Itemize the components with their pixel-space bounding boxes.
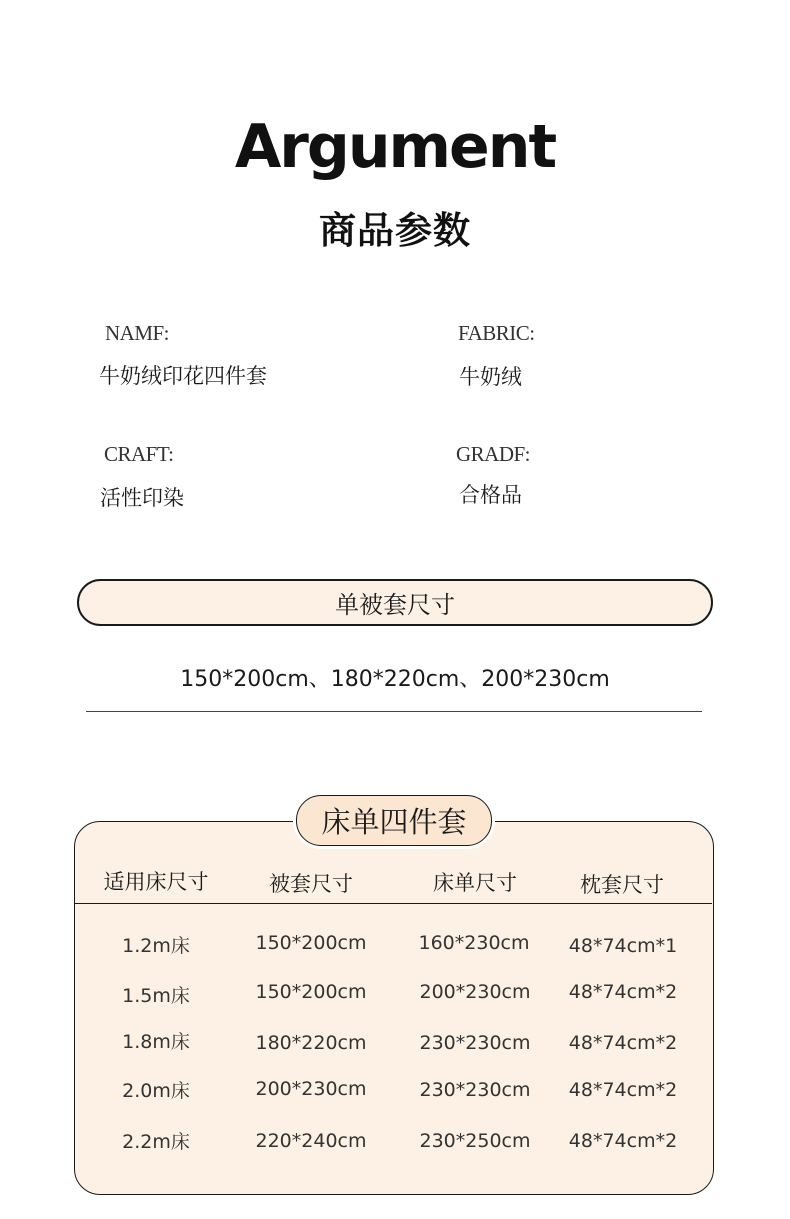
table-cell: 48*74cm*2 xyxy=(568,1079,678,1101)
param-name-value: 牛奶绒印花四件套 xyxy=(99,364,267,388)
page-title-cn: 商品参数 xyxy=(319,209,471,252)
table-cell: 150*200cm xyxy=(255,981,367,1003)
table-cell: 48*74cm*2 xyxy=(568,1032,678,1054)
table-cell: 1.5m床 xyxy=(122,985,190,1007)
table-cell: 230*250cm xyxy=(419,1130,531,1152)
table-header-sheet-size: 床单尺寸 xyxy=(433,871,517,895)
page-title-en: Argument xyxy=(234,112,556,182)
param-grade-label: GRADF: xyxy=(456,442,531,466)
table-cell: 180*220cm xyxy=(255,1032,367,1054)
table-cell: 1.8m床 xyxy=(122,1031,190,1053)
table-cell: 48*74cm*2 xyxy=(568,1130,678,1152)
table-cell: 48*74cm*1 xyxy=(568,935,678,957)
param-craft-value: 活性印染 xyxy=(100,486,184,510)
table-cell: 150*200cm xyxy=(255,932,367,954)
param-name-label: NAMF: xyxy=(105,321,170,345)
table-header-pillowcase-size: 枕套尺寸 xyxy=(580,873,664,897)
duvet-size-list: 150*200cm、180*220cm、200*230cm xyxy=(180,667,610,692)
table-cell: 230*230cm xyxy=(419,1079,531,1101)
param-fabric-label: FABRIC: xyxy=(458,321,535,345)
table-cell: 200*230cm xyxy=(419,981,531,1003)
table-cell: 200*230cm xyxy=(255,1078,367,1100)
table-cell: 2.0m床 xyxy=(122,1080,190,1102)
table-header-rule xyxy=(75,903,712,904)
param-craft-label: CRAFT: xyxy=(104,442,174,466)
table-cell: 230*230cm xyxy=(419,1032,531,1054)
size-table-tab: 床单四件套 xyxy=(296,795,492,846)
table-header-bed-size: 适用床尺寸 xyxy=(103,870,209,894)
section-divider xyxy=(86,711,702,712)
param-grade-value: 合格品 xyxy=(459,483,522,507)
table-cell: 220*240cm xyxy=(255,1130,367,1152)
table-cell: 48*74cm*2 xyxy=(568,981,678,1003)
table-header-duvet-size: 被套尺寸 xyxy=(269,872,353,896)
param-fabric-value: 牛奶绒 xyxy=(459,365,522,389)
table-cell: 160*230cm xyxy=(418,932,530,954)
duvet-size-banner: 单被套尺寸 xyxy=(77,579,713,626)
table-cell: 1.2m床 xyxy=(122,935,190,957)
table-cell: 2.2m床 xyxy=(122,1131,190,1153)
